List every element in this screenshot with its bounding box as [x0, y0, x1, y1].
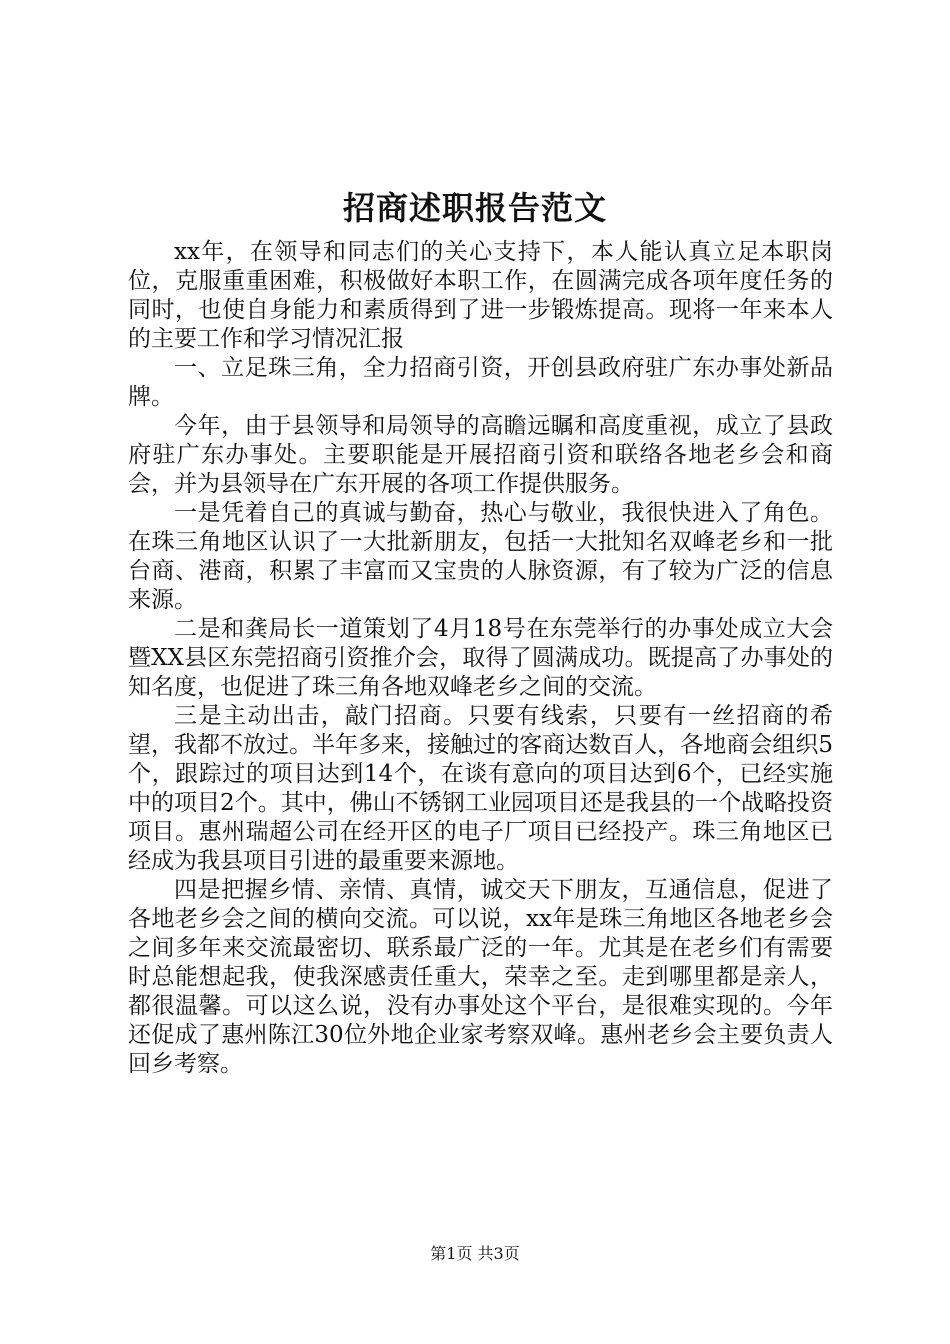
paragraph-point-three: 三是主动出击，敲门招商。只要有线索，只要有一丝招商的希望，我都不放过。半年多来，接触过的客商达数百人，各地商会组织5个，跟踪过的项目达到14个，在谈有意向的项目达到6个，已经实施中的项目2个。其中，佛山不锈钢工业园项目还是我县的一个战略投资项目。惠州瑞超公司在经开区的电子厂项目已经投产。珠三角地区已经成为我县项目引进的最重要来源地。 [128, 703, 833, 874]
page-footer: 第1页 共3页 [430, 1244, 520, 1263]
paragraph-point-four: 四是把握乡情、亲情、真情，诚交天下朋友，互通信息，促进了各地老乡会之间的横向交流。可以说，xx年是珠三角地区各地老乡会之间多年来交流最密切、联系最广泛的一年。尤其是在老乡们有需要时总能想起我，使我深感责任重大，荣幸之至。走到哪里都是亲人，都很温馨。可以这么说，没有办事处这个平台，是很难实现的。今年还促成了惠州陈江30位外地企业家考察双峰。惠州老乡会主要负责人回乡考察。 [128, 877, 833, 1077]
paragraph-intro: xx年，在领导和同志们的关心支持下，本人能认真立足本职岗位，克服重重困难，积极做好本职工作，在圆满完成各项年度任务的同时，也使自身能力和素质得到了进一步锻炼提高。现将一年来本人的主要工作和学习情况汇报 [128, 239, 833, 352]
paragraph-point-one: 一是凭着自己的真诚与勤奋，热心与敬业，我很快进入了角色。在珠三角地区认识了一大批新朋友，包括一大批知名双峰老乡和一批台商、港商，积累了丰富而又宝贵的人脉资源，有了较为广泛的信息来源。 [128, 500, 833, 613]
document-title: 招商述职报告范文 [342, 189, 607, 227]
paragraph-office-setup: 今年，由于县领导和局领导的高瞻远瞩和高度重视，成立了县政府驻广东办事处。主要职能是开展招商引资和联络各地老乡会和商会，并为县领导在广东开展的各项工作提供服务。 [128, 413, 833, 497]
paragraph-point-two: 二是和龚局长一道策划了4月18号在东莞举行的办事处成立大会暨XX县区东莞招商引资推介会，取得了圆满成功。既提高了办事处的知名度，也促进了珠三角各地双峰老乡之间的交流。 [128, 616, 833, 700]
document-body [128, 238, 833, 1079]
paragraph-section-heading: 一、立足珠三角，全力招商引资，开创县政府驻广东办事处新品牌。 [128, 355, 833, 410]
